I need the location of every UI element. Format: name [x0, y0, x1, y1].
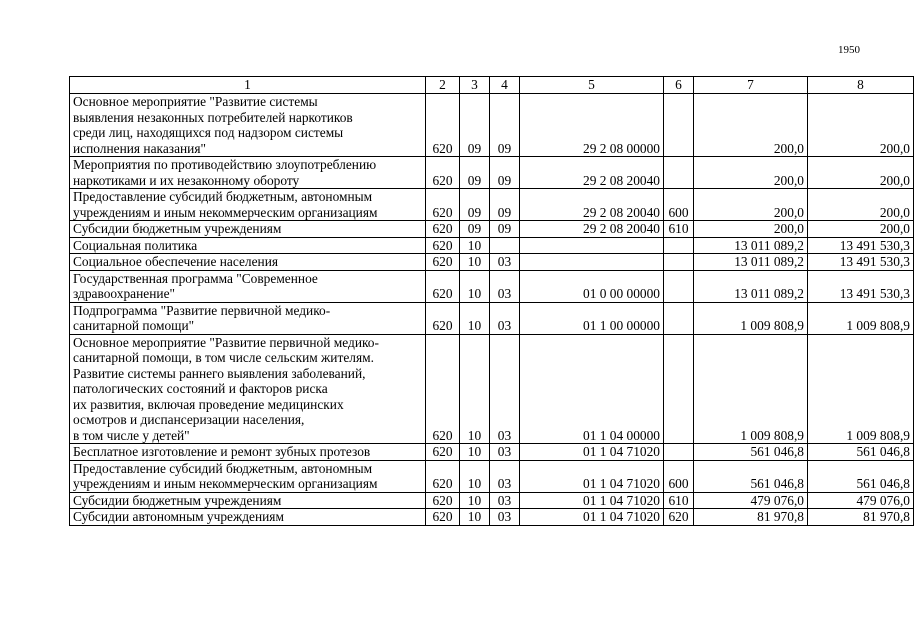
table-row: [70, 492, 914, 509]
row-name-cell: Субсидии бюджетным учреждениям: [70, 221, 426, 238]
subsection-code-cell: [490, 237, 520, 254]
section-code-cell: 09: [460, 189, 490, 221]
target-article-cell: 01 0 00 00000: [520, 270, 664, 302]
table-row: [70, 221, 914, 238]
section-code-cell: 10: [460, 460, 490, 492]
ministry-code-cell: 620: [426, 334, 460, 444]
amount-year2-cell: 1 009 808,9: [808, 334, 914, 444]
ministry-code-cell: 620: [426, 444, 460, 461]
ministry-code-cell: 620: [426, 94, 460, 157]
amount-year2-cell: 561 046,8: [808, 444, 914, 461]
amount-year2-cell: 200,0: [808, 189, 914, 221]
expense-type-cell: [664, 444, 694, 461]
expense-type-cell: 600: [664, 460, 694, 492]
table-row: [70, 157, 914, 189]
target-article-cell: 29 2 08 20040: [520, 221, 664, 238]
subsection-code-cell: 03: [490, 270, 520, 302]
section-code-cell: 10: [460, 270, 490, 302]
column-header: 5: [520, 77, 664, 94]
ministry-code-cell: 620: [426, 157, 460, 189]
amount-year1-cell: 1 009 808,9: [694, 334, 808, 444]
column-header: 8: [808, 77, 914, 94]
section-code-cell: 10: [460, 302, 490, 334]
row-name-cell: Субсидии бюджетным учреждениям: [70, 492, 426, 509]
subsection-code-cell: 03: [490, 492, 520, 509]
target-article-cell: 01 1 00 00000: [520, 302, 664, 334]
amount-year1-cell: 479 076,0: [694, 492, 808, 509]
table-row: [70, 302, 914, 334]
expense-type-cell: [664, 237, 694, 254]
subsection-code-cell: 03: [490, 509, 520, 526]
column-header: 7: [694, 77, 808, 94]
amount-year1-cell: 200,0: [694, 94, 808, 157]
expense-type-cell: 610: [664, 221, 694, 238]
subsection-code-cell: 09: [490, 221, 520, 238]
expense-type-cell: [664, 270, 694, 302]
subsection-code-cell: 03: [490, 444, 520, 461]
expense-type-cell: 610: [664, 492, 694, 509]
target-article-cell: 01 1 04 71020: [520, 509, 664, 526]
amount-year1-cell: 200,0: [694, 157, 808, 189]
amount-year2-cell: 13 491 530,3: [808, 254, 914, 271]
target-article-cell: 01 1 04 71020: [520, 444, 664, 461]
target-article-cell: 01 1 04 00000: [520, 334, 664, 444]
column-header: 6: [664, 77, 694, 94]
target-article-cell: [520, 254, 664, 271]
target-article-cell: 01 1 04 71020: [520, 492, 664, 509]
row-name-cell: Субсидии автономным учреждениям: [70, 509, 426, 526]
ministry-code-cell: 620: [426, 270, 460, 302]
row-name-cell: Мероприятия по противодействию злоупотреблению наркотиками и их незаконному обороту: [70, 157, 426, 189]
page-number: 1950: [838, 44, 860, 56]
row-name-cell: Государственная программа "Современное здравоохранение": [70, 270, 426, 302]
amount-year2-cell: 561 046,8: [808, 460, 914, 492]
ministry-code-cell: 620: [426, 302, 460, 334]
amount-year1-cell: 561 046,8: [694, 444, 808, 461]
table-row: [70, 334, 914, 444]
subsection-code-cell: 03: [490, 334, 520, 444]
section-code-cell: 10: [460, 254, 490, 271]
row-name-cell: Социальная политика: [70, 237, 426, 254]
table-row: [70, 189, 914, 221]
amount-year1-cell: 1 009 808,9: [694, 302, 808, 334]
amount-year1-cell: 200,0: [694, 189, 808, 221]
ministry-code-cell: 620: [426, 237, 460, 254]
subsection-code-cell: 09: [490, 157, 520, 189]
amount-year1-cell: 561 046,8: [694, 460, 808, 492]
target-article-cell: 29 2 08 20040: [520, 157, 664, 189]
table-row: [70, 509, 914, 526]
amount-year1-cell: 13 011 089,2: [694, 270, 808, 302]
section-code-cell: 10: [460, 334, 490, 444]
row-name-cell: Предоставление субсидий бюджетным, автономным учреждениям и иным некоммерческим организациям: [70, 460, 426, 492]
row-name-cell: Предоставление субсидий бюджетным, автономным учреждениям и иным некоммерческим организациям: [70, 189, 426, 221]
column-header: 3: [460, 77, 490, 94]
expense-type-cell: 620: [664, 509, 694, 526]
header-row: [70, 77, 914, 94]
ministry-code-cell: 620: [426, 189, 460, 221]
amount-year1-cell: 13 011 089,2: [694, 237, 808, 254]
section-code-cell: 10: [460, 509, 490, 526]
amount-year1-cell: 13 011 089,2: [694, 254, 808, 271]
table-row: [70, 444, 914, 461]
subsection-code-cell: 09: [490, 94, 520, 157]
ministry-code-cell: 620: [426, 254, 460, 271]
ministry-code-cell: 620: [426, 460, 460, 492]
subsection-code-cell: 09: [490, 189, 520, 221]
table-row: [70, 94, 914, 157]
section-code-cell: 10: [460, 237, 490, 254]
section-code-cell: 10: [460, 444, 490, 461]
table-row: [70, 270, 914, 302]
row-name-cell: Бесплатное изготовление и ремонт зубных протезов: [70, 444, 426, 461]
amount-year2-cell: 13 491 530,3: [808, 270, 914, 302]
table-row: [70, 237, 914, 254]
section-code-cell: 09: [460, 157, 490, 189]
expense-type-cell: [664, 157, 694, 189]
subsection-code-cell: 03: [490, 254, 520, 271]
table-row: [70, 254, 914, 271]
expense-type-cell: [664, 254, 694, 271]
amount-year2-cell: 81 970,8: [808, 509, 914, 526]
target-article-cell: 29 2 08 20040: [520, 189, 664, 221]
subsection-code-cell: 03: [490, 460, 520, 492]
amount-year2-cell: 200,0: [808, 221, 914, 238]
ministry-code-cell: 620: [426, 509, 460, 526]
amount-year2-cell: 1 009 808,9: [808, 302, 914, 334]
amount-year2-cell: 13 491 530,3: [808, 237, 914, 254]
row-name-cell: Основное мероприятие "Развитие системы выявления незаконных потребителей наркотиков среди лиц, находящихся под надзором системы исполнения наказания": [70, 94, 426, 157]
subsection-code-cell: 03: [490, 302, 520, 334]
table-row: [70, 460, 914, 492]
expense-type-cell: [664, 334, 694, 444]
ministry-code-cell: 620: [426, 221, 460, 238]
expense-type-cell: [664, 94, 694, 157]
section-code-cell: 09: [460, 94, 490, 157]
section-code-cell: 10: [460, 492, 490, 509]
column-header: 1: [70, 77, 426, 94]
row-name-cell: Социальное обеспечение населения: [70, 254, 426, 271]
expense-type-cell: [664, 302, 694, 334]
target-article-cell: 01 1 04 71020: [520, 460, 664, 492]
expense-type-cell: 600: [664, 189, 694, 221]
row-name-cell: Подпрограмма "Развитие первичной медико- санитарной помощи": [70, 302, 426, 334]
row-name-cell: Основное мероприятие "Развитие первичной медико- санитарной помощи, в том числе сельским жителям. Развитие системы раннего выявления заболеваний, патологических состояний и факторов риска их развития, включая проведение медицинских осмотров и диспансеризации населения, в том числе у детей": [70, 334, 426, 444]
amount-year2-cell: 479 076,0: [808, 492, 914, 509]
amount-year1-cell: 200,0: [694, 221, 808, 238]
target-article-cell: 29 2 08 00000: [520, 94, 664, 157]
budget-table: [69, 76, 914, 526]
amount-year1-cell: 81 970,8: [694, 509, 808, 526]
column-header: 2: [426, 77, 460, 94]
section-code-cell: 09: [460, 221, 490, 238]
target-article-cell: [520, 237, 664, 254]
column-header: 4: [490, 77, 520, 94]
ministry-code-cell: 620: [426, 492, 460, 509]
amount-year2-cell: 200,0: [808, 94, 914, 157]
amount-year2-cell: 200,0: [808, 157, 914, 189]
